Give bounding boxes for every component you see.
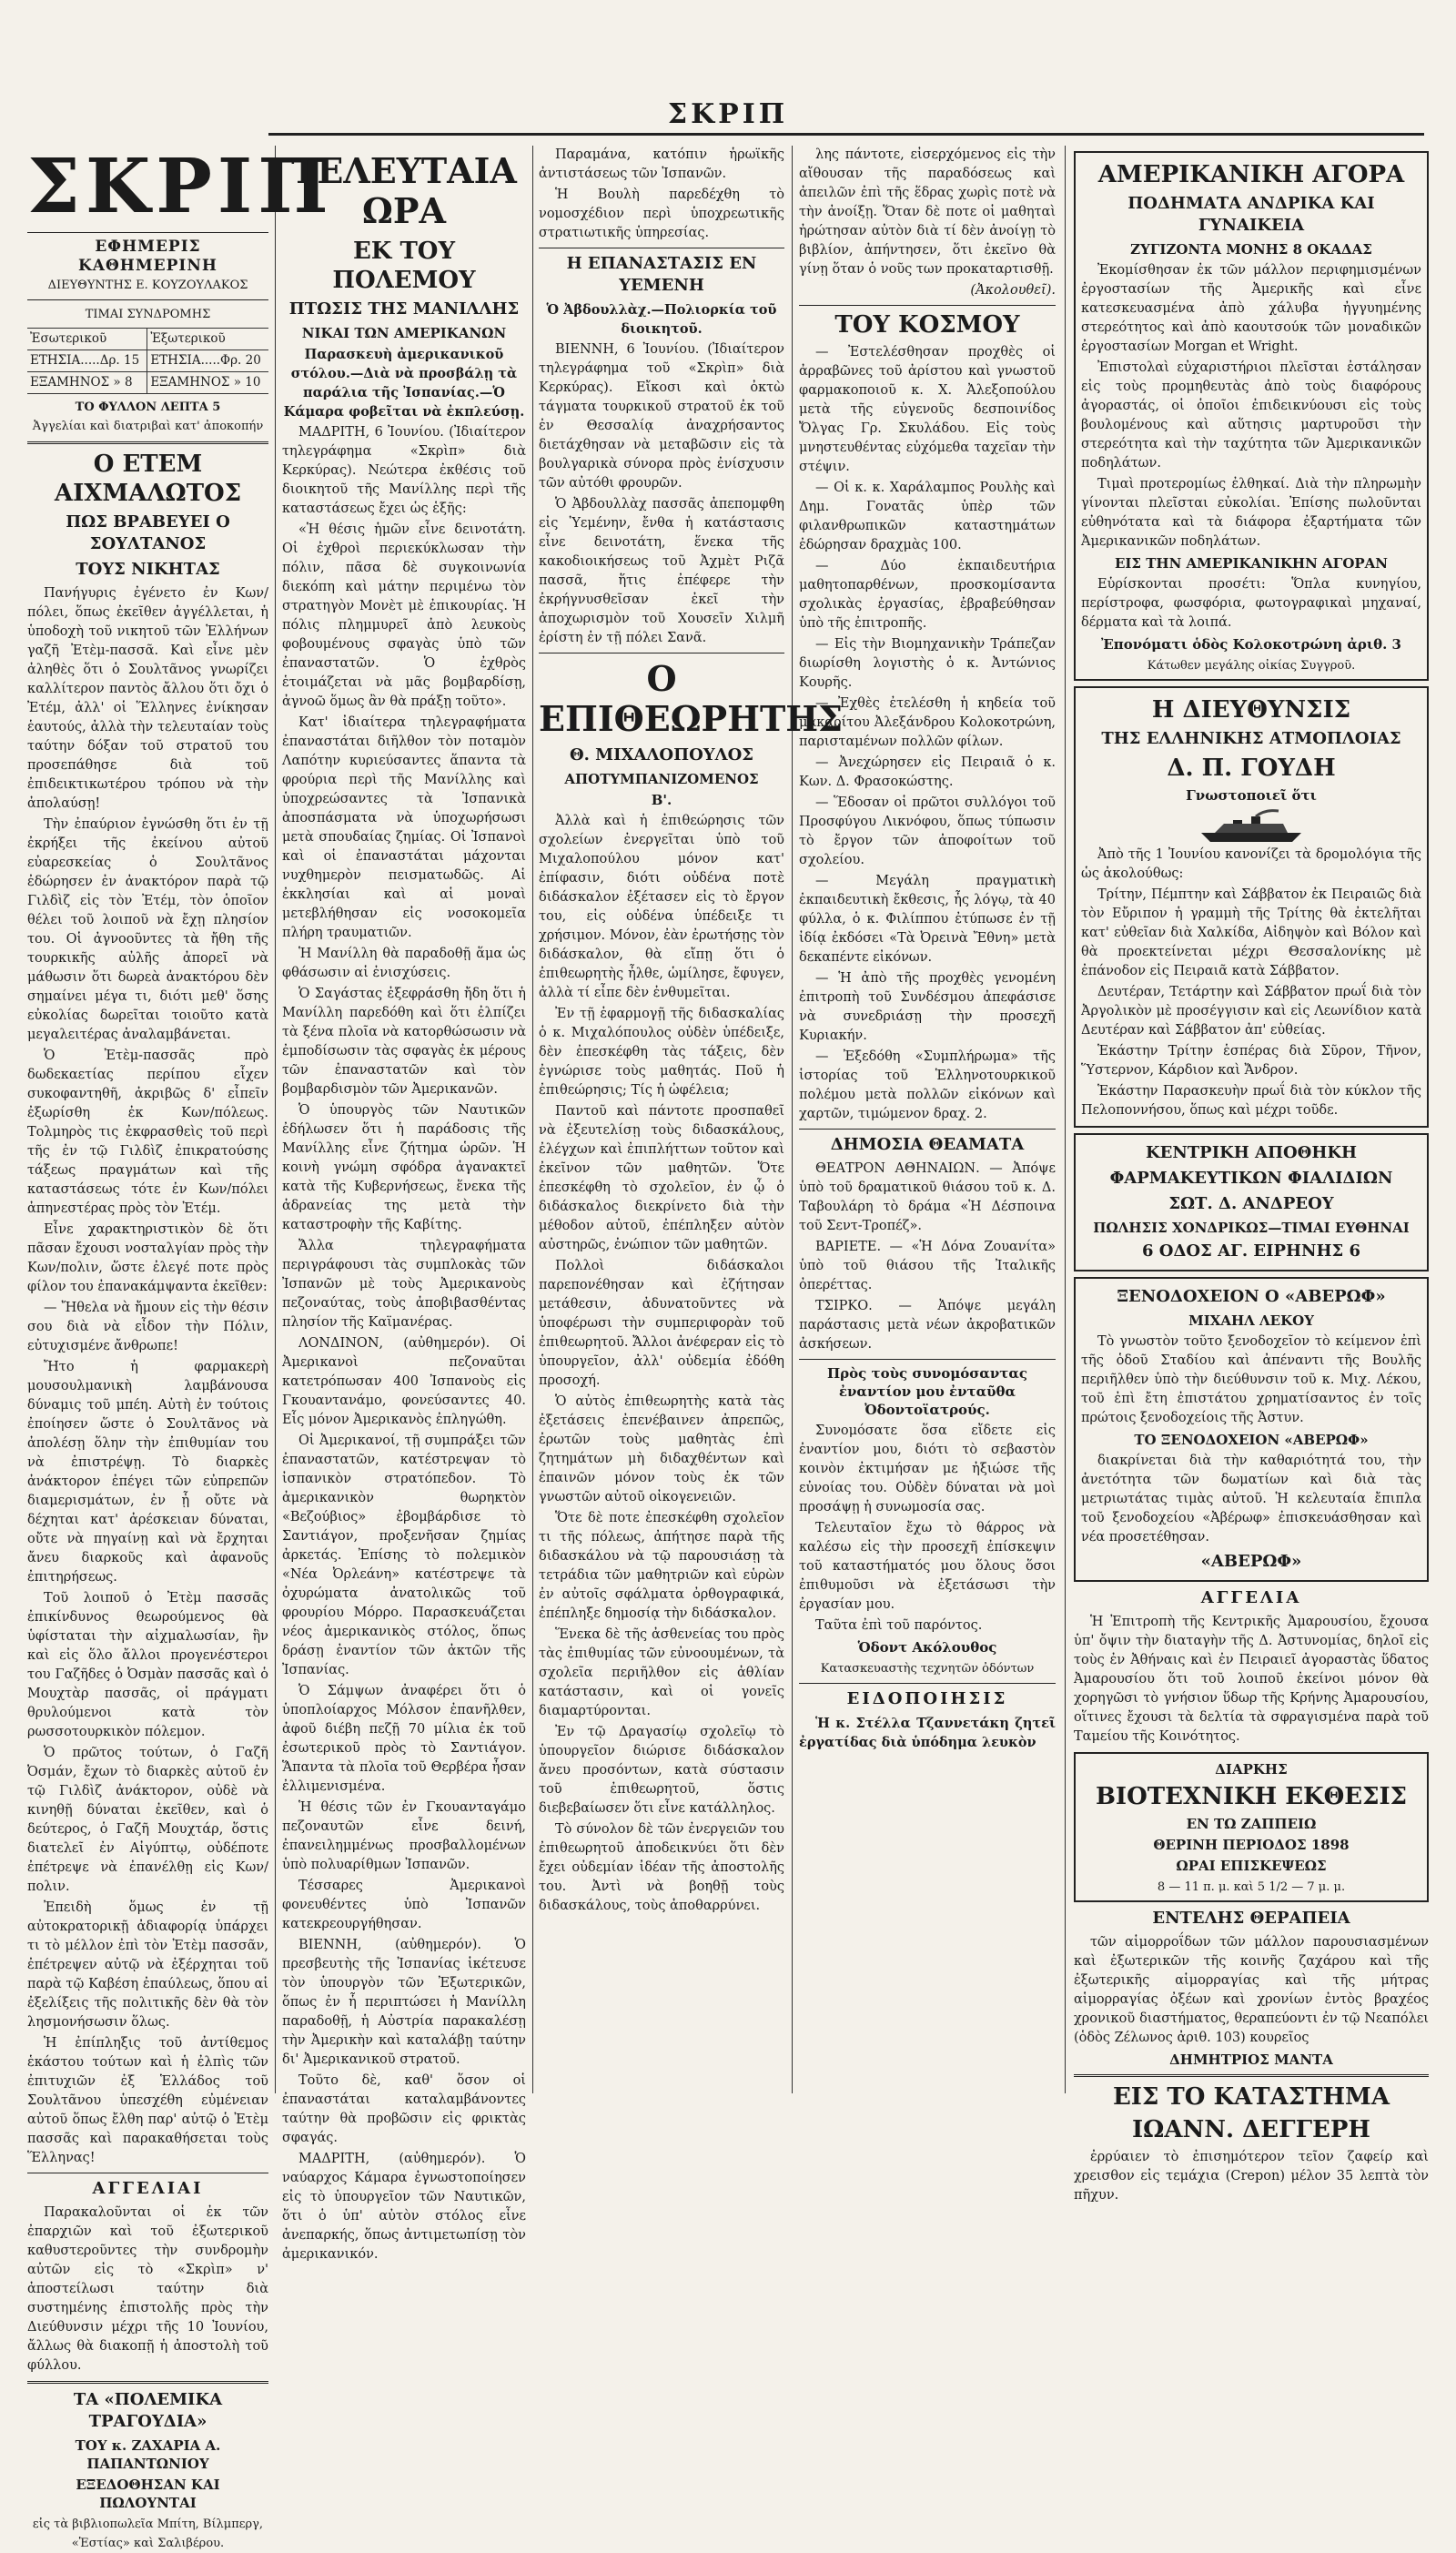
section-headline: ΔΗΜΟΣΙΑ ΘΕΑΜΑΤΑ xyxy=(830,1135,1025,1154)
paragraph: — Μεγάλη πραγματικὴ ἐκπαιδευτικὴ ἔκθεσις, ἧς λόγῳ, τὰ 40 φύλλα, ὁ κ. Φιλίππου ἐτύπωσε ἐν τῇ ἰδίᾳ ἐκδόσει «Τὰ Ὀρεινὰ Ἔθνη» μετὰ δεκαπέντε εἰκόνων. xyxy=(799,874,1056,965)
paragraph: Ὁ πρῶτος τούτων, ὁ Γαζῆ Ὀσμάν, ἔχων τὸ διαρκὲς αὐτοῦ ἐν τῷ Γιλδὶζ ἀνάκτορον, οὐδὲ νὰ κινηθῇ δύναται ἐκεῖθεν, καὶ ὁ δεύτερος, ὁ Γαζῆ Μουχτάρ, ὅστις διατελεῖ ἐν Αἰγύπτῳ, οὐδέποτε ἐπέτρεψε νὰ ἐπανέλθῃ εἰς Κων/πολιν. xyxy=(27,1746,268,1894)
ad-subheadline: ΤΗΣ ΕΛΛΗΝΙΚΗΣ ΑΤΜΟΠΛΟΙΑΣ xyxy=(1101,729,1401,748)
paragraph: Ἐν τῷ Δραγασίῳ σχολεῖῳ τὸ ὑπουργεῖον διώρισε διδάσκαλον ἄνευ προσόντων, κατὰ σύστασιν τοῦ ἐπιθεωρητοῦ, ὅστις διεβεβαίωσεν ὅτι εἶνε κατάλληλος. xyxy=(539,1725,784,1816)
paragraph: ΜΑΔΡΙΤΗ, 6 Ἰουνίου. (Ἰδιαίτερον τηλεγράφημα «Σκρὶπ» διὰ Κερκύρας). Νεώτερα ἐκθέσις τοῦ διοικητοῦ τῆς Μανίλλης περὶ τῆς καταστάσεως ἔχει ὡς ἑξῆς: xyxy=(282,425,526,516)
column-divider xyxy=(792,146,793,2093)
ad-headline: ΒΙΟΤΕΧΝΙΚΗ ΕΚΘΕΣΙΣ xyxy=(1095,1783,1408,1810)
paragraph: Εὑρίσκονται προσέτι: Ὅπλα κυνηγίου, περίστροφα, φωσφόρια, φωτογραφικαὶ μηχαναί, δέρματα καὶ τὰ λοιπά. xyxy=(1081,577,1421,630)
ad-headline: ΑΜΕΡΙΚΑΝΙΚΗ ΑΓΟΡΑ xyxy=(1097,161,1405,188)
paragraph: — Ἤθελα νὰ ἤμουν εἰς τὴν θέσιν σου διὰ νὰ εἶδον τὴν Πόλιν, εὐτυχισμένε ἄνθρωπε! xyxy=(27,1301,268,1353)
signature-title: Κατασκευαστὴς τεχνητῶν ὀδόντων xyxy=(820,1662,1035,1676)
paragraph: Ἄλλα τηλεγραφήματα περιγράφουσι τὰς συμπλοκὰς τῶν Ἰσπανῶν μὲ τοὺς Ἀμερικανοὺς πεζοναύτας, τοὺς ἀποβιβασθέντας πλησίον τῆς Καϊμανέρας. xyxy=(282,1239,526,1330)
paragraph: Κατ' ἰδιαίτερα τηλεγραφήματα ἐπαναστάται διῆλθον τὸν ποταμὸν Λαπότην κυριεύσαντες ἅπαντα τὰ φρούρια περὶ τῆς Μανίλλης καὶ ὑποχρεώσαντες τὰ Ἰσπανικὰ ἀποσπάσματα νὰ ὑποχωρήσωσι μετὰ σπουδαίας ζημίας. Οἱ Ἰσπανοὶ καὶ οἱ ἐπαναστάται μάχονται νυχθημερὸν πεισματωδῶς. Αἱ ἐκκλησίαι καὶ αἱ μοναὶ μετεβλήθησαν εἰς νοσοκομεῖα πλήρη τραυματιῶν. xyxy=(282,715,526,940)
paragraph: Ἀπὸ τῆς 1 Ἰουνίου κανονίζει τὰ δρομολόγια τῆς ὡς ἀκολούθως: xyxy=(1081,847,1421,881)
notice-body: Παρακαλοῦνται οἱ ἐκ τῶν ἐπαρχιῶν καὶ τοῦ ἐξωτερικοῦ καθυστεροῦντες τὴν συνδρομὴν αὐτῶν εἰς τὸ «Σκρὶπ» ν' ἀποστείλωσι ταύτην διὰ συστημένης ἐπιστολῆς πρὸς τὴν Διεύθυνσιν μέχρι τῆς 10 Ἰουνίου, ἄλλως θὰ διακοπῇ ἡ ἀποστολὴ τοῦ φύλλου. xyxy=(27,2205,268,2373)
paragraph: Ἤτο ἡ φαρμακερὴ μουσουλμανικὴ λαμβάνουσα δύναμις τοῦ μπέη. Αὐτὴ ἐν τούτοις ἐποίησεν ὥστε ὁ Σουλτᾶνος νὰ ἀπολέσῃ ὅλην τὴν ἐπιθυμίαν του νὰ ἐπιστρέψῃ. Τὸ διαρκὲς ἀνάκτορον ἐπέγει τῶν εὐπρεπῶν διαμερισμάτων, ἐν ᾗ οὔτε νὰ δέχηται κατ' ἀρέσκειαν δύναται, οὔτε νὰ πηγαίνῃ καὶ νὰ ἔρχηται ἄνευ διαρκοῦς καὶ ἀφανοῦς ἐπιτηρήσεως. xyxy=(27,1360,268,1585)
article-headline: Η ΕΠΑΝΑΣΤΑΣΙΣ ΕΝ ΥΕΜΕΝΗ xyxy=(566,254,757,295)
paragraph: ΒΑΡΙΕΤΕ. — «Ἡ Δόνα Ζουανίτα» ὑπὸ τοῦ θιάσου τῆς Ἰταλικῆς ὀπερέττας. xyxy=(799,1240,1056,1292)
ad-subheadline: ΠΩΛΗΣΙΣ ΧΟΝΔΡΙΚΩΣ—ΤΙΜΑΙ ΕΥΘΗΝΑΙ xyxy=(1093,1220,1410,1236)
subs-left-row: ΕΤΗΣΙΑ.....Δρ. 15 xyxy=(27,350,147,372)
ad-where: εἰς τὰ βιβλιοπωλεῖα Μπίτη, Βίλμπεργ, «Ἑστίας» καὶ Σαλιβέρου. xyxy=(32,2518,264,2550)
ad-subheadline: ΠΟΔΗΜΑΤΑ ΑΝΔΡΙΚΑ ΚΑΙ ΓΥΝΑΙΚΕΙΑ xyxy=(1127,194,1375,235)
signature-name: Ὁδοντ Ακόλουθος xyxy=(857,1639,997,1656)
paragraph: — Ἐχθὲς ἐτελέσθη ἡ κηδεία τοῦ μακαρίτου Ἀλεξάνδρου Κολοκοτρώνη, παρισταμένων πολλῶν φίλων. xyxy=(799,696,1056,749)
paragraph: διακρίνεται διὰ τὴν καθαριότητά του, τὴν ἀνετότητα τῶν δωματίων καὶ διὰ τὰς μετριωτάτας τιμὰς αὐτοῦ. Ἡ κελευταία ἔπιπλα τοῦ ξενοδοχείου «Ἀβέρωφ» ἐπισκευάσθησαν καὶ νέα προσετέθησαν. xyxy=(1081,1454,1421,1545)
masthead-subtitle: ΕΦΗΜΕΡΙΣ ΚΑΘΗΜΕΡΙΝΗ xyxy=(78,238,217,275)
paragraph: Ἐν τῇ ἐφαρμογῇ τῆς διδασκαλίας ὁ κ. Μιχαλόπουλος οὐδὲν ὑπέδειξε, δὲν ἐπεσκέφθη τὰς τάξεις, δὲν ἐγνώρισε τοὺς μαθητάς. Ποῦ ἡ ἐπιθεώρησις; Τίς ἡ ὠφέλεια; xyxy=(539,1007,784,1098)
divider xyxy=(27,2381,268,2384)
article-headline: ΤΕΛΕΥΤΑΙΑ ΩΡΑ xyxy=(291,150,517,231)
article-subheadline: ΕΚ ΤΟΥ ΠΟΛΕΜΟΥ xyxy=(332,238,476,294)
paragraph: Τὸ σύνολον δὲ τῶν ἐνεργειῶν του ἐπιθεωρητοῦ ἀποδεικνύει ὅτι δὲν ἔχει οὐδεμίαν ἰδέαν τῆς ἀποστολῆς του. Ἀντὶ νὰ βοηθῇ τοὺς διδασκάλους, τοὺς ἀποθαρρύνει. xyxy=(539,1822,784,1913)
paragraph: Ἐκομίσθησαν ἐκ τῶν μάλλον περιφημισμένων ἐργοστασίων τῆς Ἀμερικῆς καὶ εἶνε κατεσκευασμένα ἀπὸ χάλυβα ἠγγυημένης στερεότητος καὶ ἀπὸ καουτσούκ τῶν μοναδικῶν ἐργοστασίων Morgan et Wright. xyxy=(1081,263,1421,354)
paragraph: Ὅτε δὲ ποτε ἐπεσκέφθη σχολεῖον τι τῆς πόλεως, ἀπήτησε παρὰ τῆς διδασκάλου νὰ τῷ παρουσιάσῃ τὰ τετράδια τῶν μαθητριῶν καὶ εὑρὼν ἐν αὐτοῖς σφάλματα ὀρθογραφικά, ἐπέπληξε δημοσίᾳ τὴν διδάσκαλον. xyxy=(539,1511,784,1621)
section-headline: ΕΙΔΟΠΟΙΗΣΙΣ xyxy=(846,1689,1008,1708)
ad-hours: 8 — 11 π. μ. καὶ 5 1/2 — 7 μ. μ. xyxy=(1157,1880,1346,1894)
ad-subheadline: ΕΝ ΤΩ ΖΑΠΠΕΙΩ xyxy=(1186,1816,1317,1832)
column-2 xyxy=(282,146,526,2262)
ad-address: Ἐπονόματι ὁδὸς Κολοκοτρώνη ἀριθ. 3 xyxy=(1101,636,1401,653)
ad-steamship xyxy=(1074,686,1429,1128)
masthead-director: ΔΙΕΥΘΥΝΤΗΣ Ε. ΚΟΥΖΟΥΛΑΚΟΣ xyxy=(47,279,248,292)
paragraph: Ἡ Βουλὴ παρεδέχθη τὸ νομοσχέδιον περὶ ὑποχρεωτικῆς στρατιωτικῆς ὑπηρεσίας. xyxy=(539,187,784,240)
paragraph: Ὁ Ἐτὲμ-πασσᾶς πρὸ δωδεκαετίας περίπου εἶχεν συκοφαντηθῆ, ἀκριβῶς δ' εἶπεῖν ἐξωρίσθη ἐκ Κων/πόλεως. Τολμηρὸς τις ἐκφρασθεὶς τοῦ περὶ τῆς ἐν τῷ Γιλδὶζ ἐπικρατούσης τάξεως πραγμάτων καὶ τῆς καταστάσεως τότε ἐν Κων/πόλει ἀπηνεστέρας πρὸς τὸν Ἐτέμ. xyxy=(27,1049,268,1216)
article-lead: Ὁ Ἀβδουλλὰχ.—Πολιορκία τοῦ διοικητοῦ. xyxy=(546,302,777,337)
paragraph: Ἐπιστολαὶ εὐχαριστήριοι πλεῖσται ἐστάλησαν εἰς τοὺς προμηθευτὰς ἀπὸ τοὺς διαφόρους ἀγοραστάς, οἱ ὁποῖοι ἐπιδεικνύουσι εἰς τοὺς βουλομένους καὶ αὕτησις μαρτυροῦσι τὴν στερεότητα καὶ τὴν ταχύτητα τῶν Ἀμερικανικῶν ποδηλάτων. xyxy=(1081,360,1421,471)
article-subheadline: ΝΙΚΑΙ ΤΩΝ ΑΜΕΡΙΚΑΝΩΝ xyxy=(301,325,507,341)
paragraph: Ἡ Μανίλλη θὰ παραδοθῇ ἅμα ὡς φθάσωσιν αἱ ἐνισχύσεις. xyxy=(282,947,526,980)
issue-price: ΤΟ ΦΥΛΛΟΝ ΛΕΠΤΑ 5 xyxy=(75,400,221,414)
subs-right-row: ΕΤΗΣΙΑ.....Φρ. 20 xyxy=(147,350,268,372)
paragraph: Ὁ αὐτὸς ἐπιθεωρητὴς κατὰ τὰς ἐξετάσεις ἐπενέβαινεν ἀπρεπῶς, ἐρωτῶν τοὺς μαθητὰς ἐπὶ ζητημάτων μὴ διδαχθέντων καὶ ἐπαινῶν μόνον τοὺς ἐκ τῶν γνωστῶν αὐτοῦ οἰκογενειῶν. xyxy=(539,1394,784,1504)
paragraph: Ἡ Ἐπιτροπὴ τῆς Κεντρικῆς Ἀμαρουσίου, ἔχουσα ὑπ' ὄψιν τὴν διαταγὴν τῆς Δ. Ἀστυνομίας, δηλοῖ εἰς τοὺς ἐν Ἀθήναις καὶ ἐν Πειραιεῖ ἀγοραστὰς ὕδατος Ἀμαρουσίου ὅτι τοῦ λοιποῦ ἐκείνοι μόνον θὰ χορηγῶσι τὸ γνήσιον ὕδωρ τῆς Κρήνης Ἀμαρουσίου, οἵτινες ἔχουσι τὰ δελτία τὰ σφραγισμένα παρὰ τοῦ Ταμείου τῆς Κοινότητος. xyxy=(1074,1615,1429,1744)
divider xyxy=(799,1359,1056,1360)
ad-subheadline: ΣΩΤ. Δ. ΑΝΔΡΕΟΥ xyxy=(1168,1194,1334,1213)
paragraph: Τὸ γνωστὸν τοῦτο ξενοδοχεῖον τὸ κείμενον ἐπὶ τῆς ὁδοῦ Σταδίου καὶ ἀπέναντι τῆς Βουλῆς περιῆλθεν ὑπὸ τὴν διεύθυνσιν τοῦ κ. Μιχ. Λέκου, τοῦ ἐπὶ ἔτη ἐπιστάτου χρηματίσαντος ἐν τοῖς πρώτοις ξενοδοχείοις τῆς Ἀστυν. xyxy=(1081,1334,1421,1425)
article-subheadline: ΠΤΩΣΙΣ ΤΗΣ ΜΑΝΙΛΛΗΣ xyxy=(288,299,520,319)
ad-pharmaceutical xyxy=(1074,1133,1429,1271)
column-divider xyxy=(1065,146,1066,2093)
ad-address-note: Κάτωθεν μεγάλης οἰκίας Συγγροῦ. xyxy=(1147,659,1356,673)
paragraph: Ταῦτα ἐπὶ τοῦ παρόντος. xyxy=(815,1618,983,1633)
article-lead: Παρασκευὴ ἀμερικανικοῦ στόλου.—Διὰ νὰ προσβάλῃ τὰ παράλια τῆς Ἰσπανίας.—Ὁ Κάμαρα φοβεῖται νὰ ἐκπλεύσῃ. xyxy=(283,347,525,420)
ad-american-market xyxy=(1074,151,1429,681)
ad-signature: «ΑΒΕΡΩΦ» xyxy=(1200,1552,1302,1571)
ad-headline: Η ΔΙΕΥΘΥΝΣΙΣ xyxy=(1151,696,1351,724)
ad-subheadline: ΦΑΡΜΑΚΕΥΤΙΚΩΝ ΦΙΑΛΙΔΙΩΝ xyxy=(1109,1169,1393,1188)
paragraph: ΒΙΕΝΝΗ, (αὐθημερόν). Ὁ πρεσβευτὴς τῆς Ἰσπανίας ἱκέτευσε τὸν ὑπουργὸν τῶν Ἐξωτερικῶν, ὅπως ἐν ἧ περιπτώσει ἡ Μανίλλη παραδοθῇ, ἡ Αὐστρία παρακαλέσῃ τὴν Ἀμερικὴν καὶ καταλάβῃ ταύτην δι' Ἀμερικανικοῦ στρατοῦ. xyxy=(282,1938,526,2067)
ad-subheadline: Δ. Π. ΓΟΥΔΗ xyxy=(1167,755,1336,782)
paragraph: Οἱ Ἀμερικανοί, τῇ συμπράξει τῶν ἐπαναστατῶν, κατέστρεψαν τὸ ἰσπανικὸν στρατόπεδον. Τὸ ἀμερικανικὸν θωρηκτὸν «Βεζούβιος» ἐβομβάρδισε τὸ Σαντιάγον, προξενῆσαν ζημίας ἀρκετάς. Ἐπίσης τὸ πολεμικὸν «Νέα Ὀρλεάνη» κατέστρεψε τὰ ὀχυρώματα ἀνατολικῶς τοῦ φρουρίου Μόρρο. Παρασκευάζεται νέος ἀμερικανικὸς στόλος, ὅπως δράσῃ ἐναντίον τῶν ἀκτῶν τῆς Ἰσπανίας. xyxy=(282,1434,526,1677)
paragraph: Ἐπειδὴ ὅμως ἐν τῇ αὐτοκρατορικῇ ἀδιαφορίᾳ ὑπάρχει τι τὸ μέλλον ἐπὶ τὸν Ἐτὲμ πασσᾶν, ἐπέτρεψεν αὐτῷ νὰ ἐξέρχηται τοῦ παρὰ τῷ Καβέση ἐπαύλεως, ὅπου αἱ ἐξελίξεις τῆς πολιτικῆς δὲν θὰ τὸν λησμονήσωσιν ὅλως. xyxy=(27,1900,268,2030)
section-headline: ΤΟΥ ΚΟΣΜΟΥ xyxy=(834,311,1020,339)
article-subheadline: ΤΟΥΣ ΝΙΚΗΤΑΣ xyxy=(76,560,220,579)
ad-exhibition xyxy=(1074,1752,1429,1902)
paragraph: ΤΣΙΡΚΟ. — Ἀπόψε μεγάλη παράστασις μετὰ νέων ἀκροβατικῶν ἀσκήσεων. xyxy=(799,1299,1056,1352)
article-part-number: Β'. xyxy=(651,792,672,808)
ad-title: ΤΑ «ΠΟΛΕΜΙΚΑ ΤΡΑΓΟΥΔΙΑ» xyxy=(73,2390,223,2431)
subscription-title: ΤΙΜΑΙ ΣΥΝΔΡΟΜΗΣ xyxy=(85,308,211,321)
paragraph: ΛΟΝΔΙΝΟΝ, (αὐθημερόν). Οἱ Ἀμερικανοὶ πεζοναῦται κατετρόπωσαν 400 Ἰσπανοὺς εἰς Γκουαντανάμο, φονεύσαντες 40. Εἷς μόνον Ἀμερικανὸς ἐπληγώθη. xyxy=(282,1336,526,1427)
paragraph: Ἡ θέσις τῶν ἐν Γκουανταγάμο πεζοναυτῶν εἶνε δεινή, ἐπανειλημμένως προσβαλλομένων ὑπὸ πολυαρίθμων Ἰσπανῶν. xyxy=(282,1800,526,1872)
divider xyxy=(799,1683,1056,1684)
paragraph: Τέσσαρες Ἀμερικανοὶ φονευθέντες ὑπὸ Ἰσπανῶν κατεκρεουργήθησαν. xyxy=(282,1879,526,1931)
ad-subheadline: ΕΙΣ ΤΗΝ ΑΜΕΡΙΚΑΝΙΚΗΝ ΑΓΟΡΑΝ xyxy=(1114,555,1389,572)
paragraph: Ἕνεκα δὲ τῆς ἀσθενείας του πρὸς τὰς ἐπιθυμίας τῶν εὐνοουμένων, τὰ σχολεῖα περιῆλθον εἰς ἀθλίαν κατάστασιν, καὶ οἱ γονεῖς διαμαρτύρονται. xyxy=(539,1627,784,1718)
paragraph: ΜΑΔΡΙΤΗ, (αὐθημερόν). Ὁ ναύαρχος Κάμαρα ἐγνωστοποίησεν εἰς τὸ ὑπουργεῖον τῶν Ναυτικῶν, ὅτι ὁ ὑπ' αὐτὸν στόλος εἶνε ἀνεπαρκής, ὅπως ἀντιμετωπίσῃ τὸν ἀμερικανικόν. xyxy=(282,2152,526,2262)
column-divider xyxy=(532,146,533,2093)
continued-note: (Ἀκολουθεῖ). xyxy=(970,283,1056,298)
paragraph: Ὁ Σαγάστας ἐξεφράσθη ἤδη ὅτι ἡ Μανίλλη παρεδόθη καὶ ὅτι ἐλπίζει τὰ ξένα πλοῖα νὰ κατορθώσωσιν νὰ ἐμποδίσωσιν τὰς σφαγὰς ἐκ μέρους τῶν ἐπαναστατῶν καὶ τὸν βομβαρδισμὸν τῶν Ἀμερικανῶν. xyxy=(282,987,526,1097)
notice-title: ΑΓΓΕΛΙΑ xyxy=(1200,1588,1302,1607)
subs-left-head: Ἐσωτερικοῦ xyxy=(27,329,147,350)
divider xyxy=(799,305,1056,306)
ad-author: ΤΟΥ κ. ΖΑΧΑΡΙΑ Α. ΠΑΠΑΝΤΩΝΙΟΥ xyxy=(75,2437,221,2472)
divider xyxy=(27,441,268,444)
paragraph: Τρίτην, Πέμπτην καὶ Σάββατον ἐκ Πειραιῶς διὰ τὸν Εὔριπον ἡ γραμμὴ τῆς Τρίτης θὰ ἐκτελῆται κατ' εὐθεῖαν διὰ Χαλκίδα, Αἰδηψὸν καὶ Βόλον καὶ θὰ προεκτείνεται μέχρι Θεσσαλονίκης μὲ ἐπάνοδον εἰς Πειραιᾶ κατὰ Σάββατον. xyxy=(1081,887,1421,978)
paragraph: Τὴν ἐπαύριον ἐγνώσθη ὅτι ἐν τῇ ἐκρήξει τῆς ἐκείνου αὐτοῦ εὐαρεσκείας ὁ Σουλτᾶνος ἐδώρησεν ἐν ἀνακτόρον παρὰ τῷ Γιλδὶζ εἰς τὸν Ἐτέμ, τὸν ὁποῖον θέλει τοῦ λοιποῦ νὰ ἔχῃ πλησίον του. Οἱ ἀγνοοῦντες τὰ ἤθη τῆς τουρκικῆς αὐλῆς ἀπορεῖ νὰ μάθωσιν ὅτι δωρεὰ ἀνακτόρου δὲν σημαίνει μέγα τι, διότι μεθ' ὅσης εὐκολίας δωρεῖται τοιοῦτο κατὰ μεγαλειτέρας ἀναλαμβάνεται. xyxy=(27,817,268,1042)
paragraph: Ὁ Ἀβδουλλὰχ πασσᾶς ἀπεπομφθη εἰς Ὑεμένην, ἔνθα ἡ κατάστασις εἶνε δεινοτάτη, ἕνεκα τῆς κακοδιοικήσεως τοῦ Ἀχμὲτ Ριζᾶ πασσᾶ, ἥτις ἐπέφερε τὴν ἐκρήγνυσθεῖσαν ἐκεῖ τὴν ἀποχωρισμὸν τοῦ Χουσεῖν Χιλμῆ ἐρίστη ἐν τῇ πόλει Σανᾶ. xyxy=(539,497,784,645)
paragraph: Συνομόσατε ὅσα εἴδετε εἰς ἐναντίον μου, διότι τὸ σεβαστὸν κοινὸν ἐκτιμήσαν με ἠξιώσε τῆς εὐνοίας του. Οὐδὲν δύναται νὰ μοὶ προσάψῃ ἡ συνωμοσία σας. xyxy=(799,1423,1056,1515)
ad-subheadline: ΩΡΑΙ ΕΠΙΣΚΕΨΕΩΣ xyxy=(1176,1858,1327,1874)
paragraph: — Ἐστελέσθησαν προχθὲς οἱ ἀρραβῶνες τοῦ ἀρίστου καὶ γνωστοῦ φαρμακοποιοῦ κ. Χ. Ἀλεξοπούλου μετὰ τῆς εὐγενοῦς δεσποινίδος Ὄλγας Γρ. Σκυλάδου. Εἰς τοὺς μνηστευθέντας εὐχόμεθα ταχεῖαν τὴν στέψιν. xyxy=(799,345,1056,474)
paragraph: Ἡ ἐπίπληξις τοῦ ἀντίθεμος ἑκάστου τούτων καὶ ἡ ἐλπὶς τῶν ἐπιτυχιῶν ἐξ Ἑλλάδος τοῦ Σουλτᾶνου ὑπεσχέθη εὐμένειαν αὐτοῦ ὅπως ἔλθη παρ' αὐτῷ ὁ Ἐτὲμ πασσᾶς καὶ παρακαθήσεται τοὺς Ἕλληνας! xyxy=(27,2036,268,2165)
ad-address: 6 ΟΔΟΣ ΑΓ. ΕΙΡΗΝΗΣ 6 xyxy=(1141,1241,1361,1261)
paragraph: — Οἱ κ. κ. Χαράλαμπος Ρουλὴς καὶ Δημ. Γονατᾶς ὑπὲρ τῶν φιλανθρωπικῶν καταστημάτων ἐδώρησαν δραχμὰς 100. xyxy=(799,481,1056,552)
masthead-title: ΣΚΡΙΠ xyxy=(27,143,334,230)
divider xyxy=(27,299,268,300)
ad-subheadline: ΤΟ ΞΕΝΟΔΟΧΕΙΟΝ «ΑΒΕΡΩΦ» xyxy=(1134,1432,1369,1448)
steamship-icon xyxy=(1197,807,1306,844)
notice-headline: Πρὸς τοὺς συνομόσαντας ἐναντίον μου ἐνταῦθα Ὀδοντοϊατρούς. xyxy=(826,1365,1027,1418)
subs-right-head: Ἐξωτερικοῦ xyxy=(147,329,268,350)
paragraph: Πολλοὶ διδάσκαλοι παρεπονέθησαν καὶ ἐζήτησαν μετάθεσιν, ἀδυνατοῦντες νὰ ὑποφέρωσι τὴν συμπεριφορὰν τοῦ ἐπιθεωρητοῦ. Ἄλλοι ἀνέφεραν εἰς τὸ ὑπουργεῖον, ἀλλ' οὐδεμία ἐδόθη προσοχή. xyxy=(539,1259,784,1388)
paragraph: Ἀλλὰ καὶ ἡ ἐπιθεώρησις τῶν σχολείων ἐνεργεῖται ὑπὸ τοῦ Μιχαλοπούλου μόνον κατ' ἐπίφασιν, διότι οὐδένα ποτὲ διδάσκαλον ἐξέτασεν εἰς τὸ ἔργον του, εἰς οὐδένα ὑπέδειξε τι χρήσιμον. Μόνον, ἐὰν ἐρωτήσῃς τὸν διδάσκαλον, θὰ εἴπῃ ὅτι ὁ ἐπιθεωρητὴς ἦλθε, ὡμίλησε, ἔφυγεν, ἀλλὰ τί εἶπε δὲν ἐνθυμεῖται. xyxy=(539,814,784,1000)
subscription-table xyxy=(27,328,268,394)
paragraph: ἐρρύαιεν τὸ ἐπισημότερον τεῖον ζαφείρ καὶ χρεισθον εἰς τεμάχια (Crepon) μέλον 35 λεπτὰ τὸν πῆχυν. xyxy=(1074,2150,1429,2203)
ad-subheadline: ΙΩΑΝΝ. ΔΕΓΓΕΡΗ xyxy=(1132,2116,1370,2143)
article-headline: Ο ΕΤΕΜ ΑΙΧΜΑΛΩΤΟΣ xyxy=(54,451,242,507)
paragraph: — Δύο ἐκπαιδευτήρια μαθητοπαρθένων, προσκομίσαντα σχολικὰς ἐργασίας, ἐβραβεύθησαν ὑπὸ τῆς ἐπιτροπῆς. xyxy=(799,559,1056,631)
ad-subheadline: Γνωστοποιεῖ ὅτι xyxy=(1186,787,1317,804)
subs-left-row: ΕΞΑΜΗΝΟΣ » 8 xyxy=(27,372,147,394)
paragraph: Τιμαὶ προτερομίως ἐλθηκαί. Διὰ τὴν πληρωμὴν γίνονται πλεῖσται εὐκολίαι. Ἐπίσης πωλοῦνται εὐθηνότατα καὶ τὰ διάφορα ἐξαρτήματα τῶν Ἀμερικανικῶν ποδηλάτων. xyxy=(1081,477,1421,549)
paragraph: — Εἰς τὴν Βιομηχανικὴν Τράπεζαν διωρίσθη λογιστὴς ὁ κ. Ἀντώνιος Κουρῆς. xyxy=(799,637,1056,690)
column-3 xyxy=(539,146,844,2093)
ad-headline: ΚΕΝΤΡΙΚΗ ΑΠΟΘΗΚΗ xyxy=(1145,1143,1358,1162)
paragraph: ΒΙΕΝΝΗ, 6 Ἰουνίου. (Ἰδιαίτερον τηλεγράφημα τοῦ «Σκρὶπ» διὰ Κερκύρας). Εἴκοσι καὶ ὀκτὼ τάγματα τουρκικοῦ στρατοῦ ἐκ τοῦ ἐν Θεσσαλίᾳ ἀναχρήσαντος διετάχθησαν νὰ μεταβῶσιν εἰς τὰ βουλγαρικὰ σύνορα πρὸς ἐνίσχυσιν τῶν αὐτόθι φρουρῶν. xyxy=(539,342,784,491)
paragraph: Ἑκάστην Παρασκευὴν πρωΐ διὰ τὸν κύκλον τῆς Πελοποννήσου, ὅπως καὶ μέχρι τοῦδε. xyxy=(1081,1084,1421,1118)
notice-title: ΑΓΓΕΛΙΑΙ xyxy=(92,2179,204,2198)
paragraph: Ἑκάστην Τρίτην ἑσπέρας διὰ Σῦρον, Τῆνον, Ὕστερνον, Κάρδιον καὶ Ἄνδρον. xyxy=(1081,1044,1421,1078)
paragraph: Ὁ Σάμψων ἀναφέρει ὅτι ὁ ὑποπλοίαρχος Μόλσον ἐπανῆλθεν, ἀφοῦ διέβη πεζῇ 70 μίλια ἐκ τοῦ ἐσωτερικοῦ πρὸς τὸ Σαντιάγον. Ἅπαντα τὰ πλοῖα τοῦ Θερβέρα ἦσαν ἐλλιμενισμένα. xyxy=(282,1684,526,1794)
running-head: ΣΚΡΙΠ xyxy=(667,98,789,130)
divider xyxy=(799,1129,1056,1130)
column-divider xyxy=(275,146,276,2093)
paragraph: ΘΕΑΤΡΟΝ ΑΘΗΝΑΙΩΝ. — Ἀπόψε ὑπὸ τοῦ δραματικοῦ θιάσου τοῦ κ. Δ. Ταβουλάρη τὸ δράμα «Ἡ Δέσποινα τοῦ Σεντ-Τροπέζ». xyxy=(799,1161,1056,1233)
ad-subheadline: ΘΕΡΙΝΗ ΠΕΡΙΟΔΟΣ 1898 xyxy=(1153,1837,1350,1853)
paragraph: Παραμάνα, κατόπιν ἡρωϊκῆς ἀντιστάσεως τῶν Ἰσπανῶν. xyxy=(539,147,784,181)
ads-note: Ἀγγελίαι καὶ διατριβαὶ κατ' ἀποκοπήν xyxy=(32,420,264,433)
paragraph: Δευτέραν, Τετάρτην καὶ Σάββατον πρωΐ διὰ τὸν Ἀργολικὸν μὲ προσέγγισιν καὶ εἰς Λεωνίδιον κατὰ Δευτέραν καὶ Σάββατον ἀπ' εὐθείας. xyxy=(1081,985,1421,1038)
ad-subheadline: ΜΙΧΑΗΛ ΛΕΚΟΥ xyxy=(1188,1312,1314,1329)
paragraph: Τοῦ λοιποῦ ὁ Ἐτὲμ πασσᾶς ἐπικίνδυνος θεωρούμενος θὰ ὑφίσταται τὴν αἰχμαλωσίαν, ἣν καὶ εἰς ὅλο ἄλλοι προγενέστεροι του Γαζῆδες ὁ Ὀσμὰν πασσᾶς καὶ ὁ Μουχτὰρ πασσᾶς, οἱ πράγματι θρυλούμενοι κατὰ τὸν ρωσσοτουρκικὸν πόλεμον. xyxy=(27,1591,268,1739)
paragraph: — Ἡ ἀπὸ τῆς προχθὲς γενομένη ἐπιτροπὴ τοῦ Συνδέσμου ἀπεφάσισε νὰ συνεδριάσῃ τὴν προσεχῆ Κυριακήν. xyxy=(799,971,1056,1043)
ad-hotel xyxy=(1074,1277,1429,1582)
column-1 xyxy=(27,143,334,2550)
paragraph: «Ἡ θέσις ἡμῶν εἶνε δεινοτάτη. Οἱ ἐχθροὶ περιεκύκλωσαν τὴν πόλιν, πᾶσα δὲ συγκοινωνία διεκόπη καὶ μάτην περιμένω τὸν στρατηγὸν Μονὲτ μὲ ἐπικουρίας. Ἡ πόλις πλημμυρεῖ ἀπὸ λευκοὺς φοβουμένους σφαγὰς ὑπὸ τῶν ἐπαναστατῶν. Ὁ ἐχθρὸς ἑτοιμάζεται νὰ μᾶς βομβαρδίσῃ, ἀγνοῶ ὅμως ἂν θὰ πράξῃ τοῦτο». xyxy=(282,522,526,709)
article-subheadline: ΑΠΟΤΥΜΠΑΝΙΖΟΜΕΝΟΣ xyxy=(564,771,759,787)
column-5-advertisements xyxy=(1074,146,1429,2203)
ad-headline: ΔΙΑΡΚΗΣ xyxy=(1215,1761,1288,1778)
ad-headline: ΞΕΝΟΔΟΧΕΙΟΝ Ο «ΑΒΕΡΩΦ» xyxy=(1117,1287,1386,1306)
article-subheadline: Θ. ΜΙΧΑΛΟΠΟΥΛΟΣ xyxy=(569,745,754,765)
divider xyxy=(1074,2074,1429,2077)
paragraph: Τοῦτο δὲ, καθ' ὅσον οἱ ἐπαναστάται καταλαμβάνοντες ταύτην θὰ προβῶσιν εἰς φρικτὰς σφαγάς. xyxy=(282,2073,526,2145)
paragraph: Τελευταῖον ἔχω τὸ θάρρος νὰ καλέσω εἰς τὴν προσεχῆ ἐπίσκεψιν τοῦ καταστήματός μου ὅλους ὅσοι ἐπιθυμοῦσι νὰ ἐξετάσωσι τὴν ἐργασίαν μου. xyxy=(799,1521,1056,1612)
paragraph: Ἡ κ. Στέλλα Τζαννετάκη ζητεῖ ἐργατίδας διὰ ὑπόδημα λευκὸν xyxy=(799,1716,1056,1750)
divider xyxy=(27,232,268,233)
paragraph: τῶν αἱμορροΐδων τῶν μάλλον παρουσιασμένων καὶ ἐξωτερικῶν τῆς κοινῆς ζαχάρου καὶ τῆς ἐξωτερικῆς αἱμορραγίας καὶ τῆς μήτρας αἱμορραγίας ὀξέων καὶ χρονίων ἐντὸς βραχέος χρονικοῦ διαστήματος, θεραπεύοντι ἐν τῷ Νεαπόλει (ὁδὸς Ζέλωνος ἀριθ. 103) κουρεῖος xyxy=(1074,1935,1429,2045)
ad-subheadline: ΖΥΓΙΖΟΝΤΑ ΜΟΝΗΣ 8 ΟΚΑΔΑΣ xyxy=(1130,241,1372,258)
column-4 xyxy=(799,146,1056,2093)
paragraph: Εἶνε χαρακτηριστικὸν δὲ ὅτι πᾶσαν ἔχουσι νοσταλγίαν πρὸς τὴν Κων/πολιν, ὥστε ἐλεγέ ποτε πρὸς φίλον του ἐπανακάμψαντα ἐκεῖθεν: xyxy=(27,1222,268,1294)
paragraph: — Ἐξεδόθη «Συμπλήρωμα» τῆς ἱστορίας τοῦ Ἑλληνοτουρκικοῦ πολέμου μετὰ πολλῶν εἰκόνων καὶ χαρτῶν, τιμώμενον δραχ. 2. xyxy=(799,1049,1056,1121)
ad-subtitle: ΕΞΕΔΟΘΗΣΑΝ ΚΑΙ ΠΩΛΟΥΝΤΑΙ xyxy=(76,2477,220,2511)
ad-signature: ΔΗΜΗΤΡΙΟΣ ΜΑΝΤΑ xyxy=(1169,2052,1333,2068)
ad-headline: ΕΙΣ ΤΟ ΚΑΤΑΣΤΗΜΑ xyxy=(1112,2083,1390,2111)
paragraph: λης πάντοτε, εἰσερχόμενος εἰς τὴν αἴθουσαν τῆς παραδόσεως καὶ ἀπειλῶν ἐπὶ τῆς ἕδρας χωρὶς ποτὲ νὰ τὴν ἀνοίξῃ. Ὅταν δὲ ποτε οἱ μαθηταὶ ἠρώτησαν αὐτὸν διὰ τί δὲν ἀνοίγῃ τὸ βιβλίον, ἀπήντησεν, ὅτι ἐκεῖνο θὰ γίνῃ ὅταν ὁ νοῦς των προκαταρτισθῇ. xyxy=(799,147,1056,277)
paragraph: Πανήγυρις ἐγένετο ἐν Κων/πόλει, ὅπως ἐκεῖθεν ἀγγέλλεται, ἡ ὑποδοχὴ τοῦ νικητοῦ τῶν Ἑλλήνων γαζῆ Ἐτὲμ-πασσᾶ. Καὶ εἶνε μὲν ἀληθὲς ὅτι ὁ Σουλτᾶνος γνωρίζει καλλίτερον παντὸς ἄλλου ὅτι ὄχι ὁ Ἐτέμ, ἀλλ' οἱ Ἕλληνες ἐνίκησαν ἑαυτούς, ἀλλὰ τὴν τελευταίαν τοὺς ταύτην δόξαν τοῦ στρατοῦ του προσεπάθησε διὰ τοῦ ἐπιδεικτικωτέρου τρόπου νὰ τὴν ἀπολαύσῃ! xyxy=(27,586,268,811)
ad-headline: ΕΝΤΕΛΗΣ ΘΕΡΑΠΕΙΑ xyxy=(1152,1909,1350,1928)
top-rule xyxy=(268,133,1424,136)
subs-right-row: ΕΞΑΜΗΝΟΣ » 10 xyxy=(147,372,268,394)
paragraph: — Ἀνεχώρησεν εἰς Πειραιᾶ ὁ κ. Κων. Δ. Φρασοκώστης. xyxy=(799,755,1056,789)
paragraph: Παντοῦ καὶ πάντοτε προσπαθεῖ νὰ ἐξευτελίσῃ τοὺς διδασκάλους, ἐλέγχων καὶ ἐπιπλήττων τοῦτον καὶ ἐκεῖνον τῶν μαθητῶν. Ὅτε ἐπεσκέφθη τὸ σχολεῖον, ἐν ᾧ ὁ διδάσκαλος διεκρίνετο διὰ τὴν μέθοδον αὐτοῦ, ἐπέπληξεν αὐτὸν αὐστηρῶς, ἐνώπιον τῶν μαθητῶν. xyxy=(539,1104,784,1252)
article-subheadline: ΠΩΣ ΒΡΑΒΕΥΕΙ Ο ΣΟΥΛΤΑΝΟΣ xyxy=(66,512,230,553)
article-headline: Ο ΕΠΙΘΕΩΡΗΤΗΣ xyxy=(539,658,844,739)
paragraph: Ὁ ὑπουργὸς τῶν Ναυτικῶν ἐδήλωσεν ὅτι ἡ παράδοσις τῆς Μανίλλης εἶνε ζήτημα ὡρῶν. Ἡ κοινὴ γνώμη σφόδρα ἀγανακτεῖ κατὰ τῆς Κυβερνήσεως, ἕνεκα τῆς ἀδρανείας της μετὰ τὴν καταστροφὴν τῆς Καβίτης. xyxy=(282,1103,526,1232)
paragraph: — Ἕδοσαν οἱ πρῶτοι συλλόγοι τοῦ Προσφύγου Λικνόφου, ὅπως τύπωσιν τὸ ἔργον τῶν ἀποφοίτων τοῦ σχολείου. xyxy=(799,795,1056,867)
